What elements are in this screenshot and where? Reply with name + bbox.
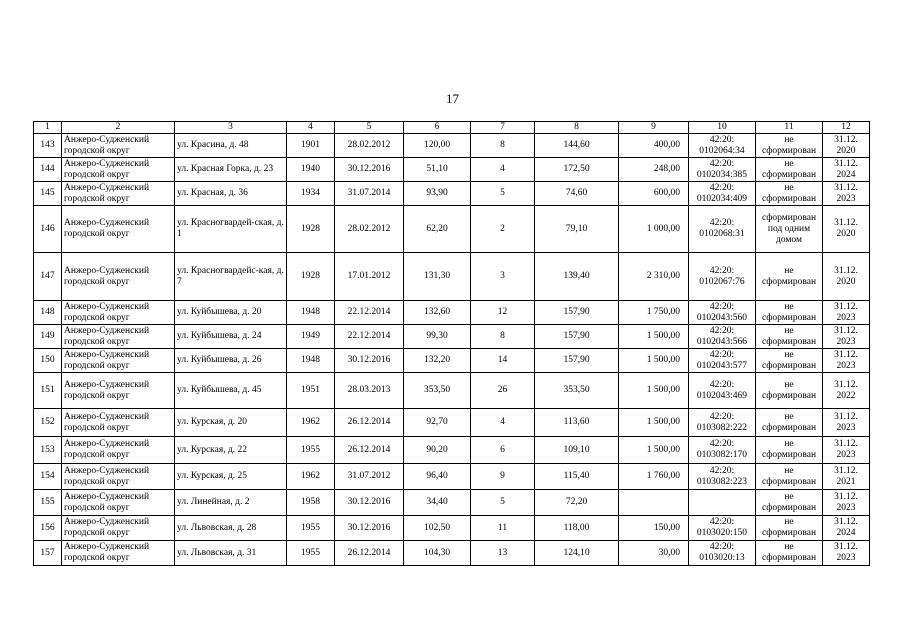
cost-cell: 1 500,00 [619, 409, 689, 437]
cost-cell: 30,00 [619, 541, 689, 566]
table-row [34, 516, 870, 541]
address-cell: ул. Линейная, д. 2 [175, 490, 287, 516]
municipality-cell: Анжеро-Судженский городской округ [62, 158, 175, 182]
year-built-cell: 1955 [287, 437, 335, 464]
deadline-cell: 31.12. 2021 [823, 464, 870, 490]
land-status-cell: не сформирован [756, 182, 823, 206]
deadline-cell: 31.12. 2024 [823, 158, 870, 182]
land-status-cell: не сформирован [756, 134, 823, 158]
row-number-cell: 152 [34, 409, 62, 437]
cadastral-number-cell: 42:20: 0102043:566 [689, 325, 756, 349]
area-cell: 34,40 [404, 490, 471, 516]
recognition-date-cell: 28.02.2012 [335, 206, 404, 253]
recognition-date-cell: 22.12.2014 [335, 325, 404, 349]
residents-cell: 26 [471, 373, 535, 409]
deadline-cell: 31.12. 2023 [823, 437, 870, 464]
area-cell: 90,20 [404, 437, 471, 464]
area-cell: 99,30 [404, 325, 471, 349]
cost-cell [619, 490, 689, 516]
year-built-cell: 1962 [287, 409, 335, 437]
deadline-cell: 31.12. 2023 [823, 325, 870, 349]
row-number-cell: 144 [34, 158, 62, 182]
municipality-cell: Анжеро-Судженский городской округ [62, 409, 175, 437]
row-number-cell: 149 [34, 325, 62, 349]
land-status-cell: не сформирован [756, 464, 823, 490]
cost-cell: 150,00 [619, 516, 689, 541]
area-total-cell: 172,50 [535, 158, 619, 182]
registry-table [33, 121, 870, 566]
cadastral-number-cell: 42:20: 0102064:34 [689, 134, 756, 158]
area-cell: 51,10 [404, 158, 471, 182]
area-total-cell: 139,40 [535, 253, 619, 301]
table-row [34, 409, 870, 437]
residents-cell: 6 [471, 437, 535, 464]
area-total-cell: 124,10 [535, 541, 619, 566]
deadline-cell: 31.12. 2023 [823, 541, 870, 566]
address-cell: ул. Курская, д. 20 [175, 409, 287, 437]
table-row [34, 253, 870, 301]
area-total-cell: 72,20 [535, 490, 619, 516]
cost-cell: 1 000,00 [619, 206, 689, 253]
column-number-7: 7 [471, 122, 535, 134]
recognition-date-cell: 31.07.2012 [335, 464, 404, 490]
address-cell: ул. Львовская, д. 31 [175, 541, 287, 566]
column-number-9: 9 [619, 122, 689, 134]
area-cell: 132,20 [404, 349, 471, 373]
residents-cell: 12 [471, 301, 535, 325]
cadastral-number-cell: 42:20: 0102034:385 [689, 158, 756, 182]
recognition-date-cell: 30.12.2016 [335, 516, 404, 541]
column-number-5: 5 [335, 122, 404, 134]
municipality-cell: Анжеро-Судженский городской округ [62, 206, 175, 253]
year-built-cell: 1951 [287, 373, 335, 409]
year-built-cell: 1940 [287, 158, 335, 182]
year-built-cell: 1949 [287, 325, 335, 349]
land-status-cell: не сформирован [756, 409, 823, 437]
municipality-cell: Анжеро-Судженский городской округ [62, 253, 175, 301]
cadastral-number-cell: 42:20: 0102043:577 [689, 349, 756, 373]
municipality-cell: Анжеро-Судженский городской округ [62, 437, 175, 464]
area-total-cell: 79,10 [535, 206, 619, 253]
land-status-cell: не сформирован [756, 516, 823, 541]
recognition-date-cell: 28.03.2013 [335, 373, 404, 409]
municipality-cell: Анжеро-Судженский городской округ [62, 464, 175, 490]
municipality-cell: Анжеро-Судженский городской округ [62, 301, 175, 325]
area-cell: 62,20 [404, 206, 471, 253]
residents-cell: 3 [471, 253, 535, 301]
address-cell: ул. Красногвардейс-кая, д. 7 [175, 253, 287, 301]
municipality-cell: Анжеро-Судженский городской округ [62, 373, 175, 409]
deadline-cell: 31.12. 2020 [823, 134, 870, 158]
column-number-11: 11 [756, 122, 823, 134]
row-number-cell: 150 [34, 349, 62, 373]
land-status-cell: сформирован под одним домом [756, 206, 823, 253]
row-number-cell: 155 [34, 490, 62, 516]
residents-cell: 4 [471, 158, 535, 182]
recognition-date-cell: 26.12.2014 [335, 437, 404, 464]
municipality-cell: Анжеро-Судженский городской округ [62, 134, 175, 158]
year-built-cell: 1948 [287, 349, 335, 373]
land-status-cell: не сформирован [756, 437, 823, 464]
table-row [34, 182, 870, 206]
row-number-cell: 156 [34, 516, 62, 541]
deadline-cell: 31.12. 2023 [823, 182, 870, 206]
deadline-cell: 31.12. 2023 [823, 301, 870, 325]
cost-cell: 1 760,00 [619, 464, 689, 490]
address-cell: ул. Куйбышева, д. 26 [175, 349, 287, 373]
row-number-cell: 143 [34, 134, 62, 158]
row-number-cell: 157 [34, 541, 62, 566]
address-cell: ул. Красногвардей-ская, д. 1 [175, 206, 287, 253]
cost-cell: 1 750,00 [619, 301, 689, 325]
cadastral-number-cell: 42:20: 0102067:76 [689, 253, 756, 301]
address-cell: ул. Львовская, д. 28 [175, 516, 287, 541]
municipality-cell: Анжеро-Судженский городской округ [62, 490, 175, 516]
land-status-cell: не сформирован [756, 301, 823, 325]
area-cell: 102,50 [404, 516, 471, 541]
land-status-cell: не сформирован [756, 541, 823, 566]
column-number-4: 4 [287, 122, 335, 134]
year-built-cell: 1955 [287, 516, 335, 541]
land-status-cell: не сформирован [756, 158, 823, 182]
address-cell: ул. Куйбышева, д. 24 [175, 325, 287, 349]
row-number-cell: 151 [34, 373, 62, 409]
row-number-cell: 154 [34, 464, 62, 490]
municipality-cell: Анжеро-Судженский городской округ [62, 182, 175, 206]
area-total-cell: 157,90 [535, 301, 619, 325]
municipality-cell: Анжеро-Судженский городской округ [62, 325, 175, 349]
table-row [34, 373, 870, 409]
table-row [34, 158, 870, 182]
cadastral-number-cell: 42:20: 0102043:560 [689, 301, 756, 325]
cadastral-number-cell: 42:20: 0102068:31 [689, 206, 756, 253]
cost-cell: 1 500,00 [619, 373, 689, 409]
row-number-cell: 148 [34, 301, 62, 325]
year-built-cell: 1934 [287, 182, 335, 206]
table-row [34, 325, 870, 349]
row-number-cell: 147 [34, 253, 62, 301]
year-built-cell: 1928 [287, 253, 335, 301]
recognition-date-cell: 17.01.2012 [335, 253, 404, 301]
recognition-date-cell: 26.12.2014 [335, 541, 404, 566]
cost-cell: 2 310,00 [619, 253, 689, 301]
area-total-cell: 118,00 [535, 516, 619, 541]
column-number-10: 10 [689, 122, 756, 134]
year-built-cell: 1958 [287, 490, 335, 516]
address-cell: ул. Куйбышева, д. 45 [175, 373, 287, 409]
address-cell: ул. Куйбышева, д. 20 [175, 301, 287, 325]
residents-cell: 11 [471, 516, 535, 541]
cadastral-number-cell: 42:20: 0103020:150 [689, 516, 756, 541]
deadline-cell: 31.12. 2020 [823, 253, 870, 301]
column-number-1: 1 [34, 122, 62, 134]
column-number-row [34, 122, 870, 134]
land-status-cell: не сформирован [756, 349, 823, 373]
cadastral-number-cell: 42:20: 0103082:223 [689, 464, 756, 490]
cost-cell: 600,00 [619, 182, 689, 206]
table-row [34, 541, 870, 566]
cost-cell: 1 500,00 [619, 325, 689, 349]
recognition-date-cell: 31.07.2014 [335, 182, 404, 206]
table-row [34, 437, 870, 464]
area-cell: 132,60 [404, 301, 471, 325]
area-total-cell: 353,50 [535, 373, 619, 409]
area-total-cell: 74,60 [535, 182, 619, 206]
area-cell: 92,70 [404, 409, 471, 437]
residents-cell: 14 [471, 349, 535, 373]
recognition-date-cell: 26.12.2014 [335, 409, 404, 437]
year-built-cell: 1928 [287, 206, 335, 253]
cadastral-number-cell: 42:20: 0102034:409 [689, 182, 756, 206]
area-cell: 120,00 [404, 134, 471, 158]
recognition-date-cell: 28.02.2012 [335, 134, 404, 158]
deadline-cell: 31.12. 2023 [823, 409, 870, 437]
municipality-cell: Анжеро-Судженский городской округ [62, 349, 175, 373]
table-row [34, 490, 870, 516]
column-number-8: 8 [535, 122, 619, 134]
land-status-cell: не сформирован [756, 325, 823, 349]
area-total-cell: 144,60 [535, 134, 619, 158]
area-cell: 96,40 [404, 464, 471, 490]
municipality-cell: Анжеро-Судженский городской округ [62, 516, 175, 541]
address-cell: ул. Красина, д. 48 [175, 134, 287, 158]
cadastral-number-cell: 42:20: 0102043:469 [689, 373, 756, 409]
recognition-date-cell: 30.12.2016 [335, 158, 404, 182]
cost-cell: 1 500,00 [619, 437, 689, 464]
residents-cell: 13 [471, 541, 535, 566]
address-cell: ул. Курская, д. 22 [175, 437, 287, 464]
cadastral-number-cell [689, 490, 756, 516]
address-cell: ул. Красная Горка, д. 23 [175, 158, 287, 182]
table-row [34, 206, 870, 253]
land-status-cell: не сформирован [756, 490, 823, 516]
table-row [34, 464, 870, 490]
table-body [34, 134, 870, 566]
column-number-6: 6 [404, 122, 471, 134]
cadastral-number-cell: 42:20: 0103082:170 [689, 437, 756, 464]
area-total-cell: 113,60 [535, 409, 619, 437]
deadline-cell: 31.12. 2020 [823, 206, 870, 253]
year-built-cell: 1962 [287, 464, 335, 490]
column-number-3: 3 [175, 122, 287, 134]
residents-cell: 9 [471, 464, 535, 490]
column-number-12: 12 [823, 122, 870, 134]
row-number-cell: 146 [34, 206, 62, 253]
table-row [34, 301, 870, 325]
residents-cell: 2 [471, 206, 535, 253]
address-cell: ул. Курская, д. 25 [175, 464, 287, 490]
area-cell: 353,50 [404, 373, 471, 409]
row-number-cell: 153 [34, 437, 62, 464]
deadline-cell: 31.12. 2023 [823, 349, 870, 373]
residents-cell: 8 [471, 325, 535, 349]
table-row [34, 349, 870, 373]
recognition-date-cell: 22.12.2014 [335, 301, 404, 325]
page-number: 17 [446, 91, 459, 106]
cost-cell: 248,00 [619, 158, 689, 182]
cadastral-number-cell: 42:20: 0103082:222 [689, 409, 756, 437]
year-built-cell: 1955 [287, 541, 335, 566]
municipality-cell: Анжеро-Судженский городской округ [62, 541, 175, 566]
cost-cell: 400,00 [619, 134, 689, 158]
area-cell: 131,30 [404, 253, 471, 301]
cost-cell: 1 500,00 [619, 349, 689, 373]
area-cell: 104,30 [404, 541, 471, 566]
land-status-cell: не сформирован [756, 373, 823, 409]
area-cell: 93,90 [404, 182, 471, 206]
address-cell: ул. Красная, д. 36 [175, 182, 287, 206]
recognition-date-cell: 30.12.2016 [335, 490, 404, 516]
residents-cell: 4 [471, 409, 535, 437]
cadastral-number-cell: 42:20: 0103020:13 [689, 541, 756, 566]
land-status-cell: не сформирован [756, 253, 823, 301]
residents-cell: 8 [471, 134, 535, 158]
area-total-cell: 157,90 [535, 325, 619, 349]
recognition-date-cell: 30.12.2016 [335, 349, 404, 373]
deadline-cell: 31.12. 2023 [823, 490, 870, 516]
residents-cell: 5 [471, 490, 535, 516]
year-built-cell: 1948 [287, 301, 335, 325]
year-built-cell: 1901 [287, 134, 335, 158]
column-number-2: 2 [62, 122, 175, 134]
area-total-cell: 157,90 [535, 349, 619, 373]
area-total-cell: 115,40 [535, 464, 619, 490]
deadline-cell: 31.12. 2022 [823, 373, 870, 409]
table-row [34, 134, 870, 158]
residents-cell: 5 [471, 182, 535, 206]
row-number-cell: 145 [34, 182, 62, 206]
deadline-cell: 31.12. 2024 [823, 516, 870, 541]
area-total-cell: 109,10 [535, 437, 619, 464]
